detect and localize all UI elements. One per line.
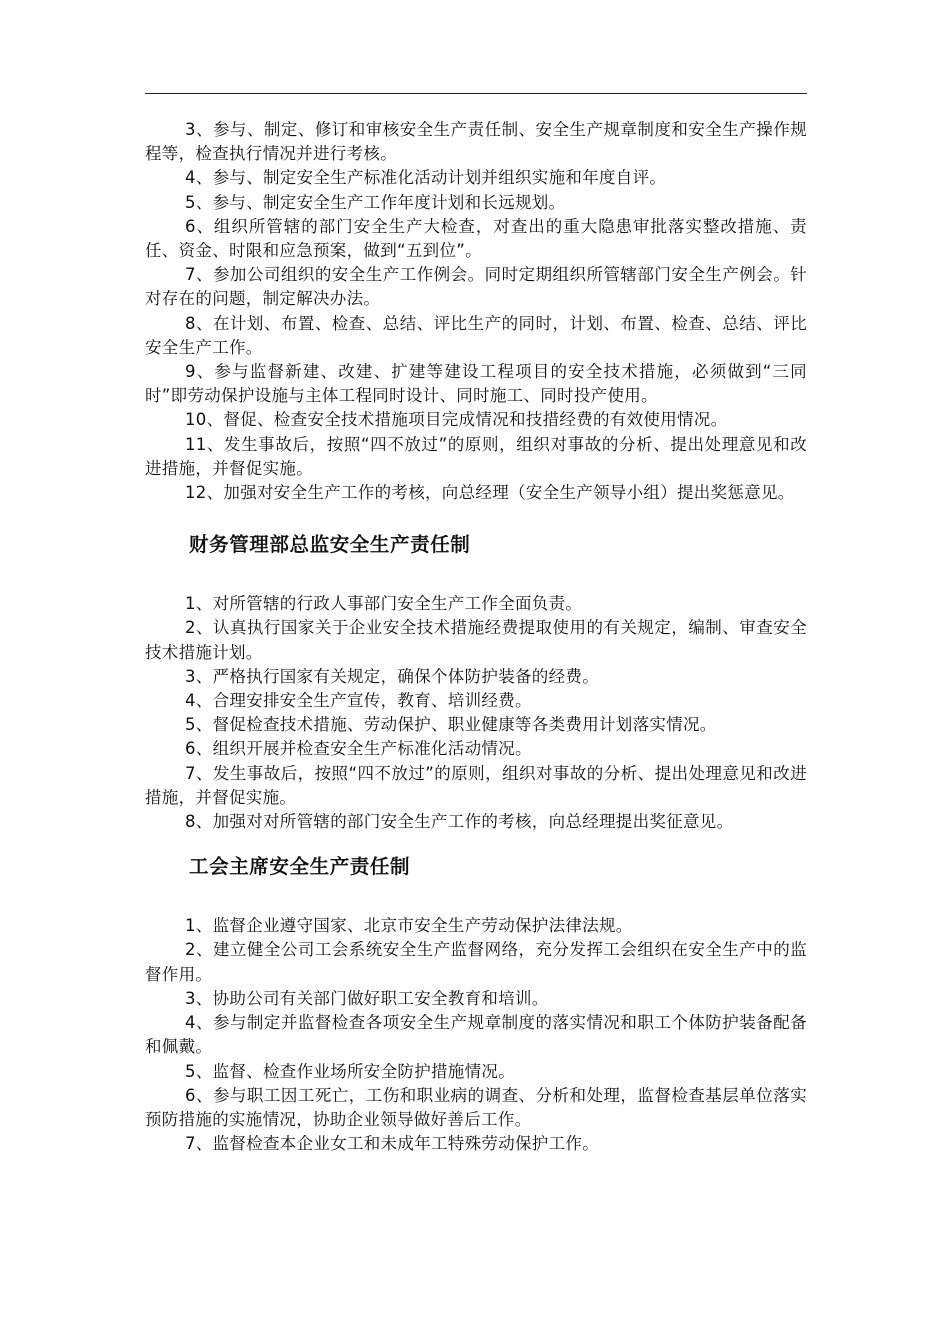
intro-list bbox=[145, 118, 807, 505]
list-item: 7、发生事故后，按照“四不放过”的原则，组织对事故的分析、提出处理意见和改进措施，并督促实施。 bbox=[145, 763, 807, 807]
list-item: 3、参与、制定、修订和审核安全生产责任制、安全生产规章制度和安全生产操作规程等，检查执行情况并进行考核。 bbox=[145, 120, 807, 164]
list-item: 5、监督、检查作业场所安全防护措施情况。 bbox=[185, 1061, 515, 1081]
list-item: 12、加强对安全生产工作的考核，向总经理（安全生产领导小组）提出奖惩意见。 bbox=[185, 483, 795, 503]
list-item: 2、建立健全公司工会系统安全生产监督网络，充分发挥工会组织在安全生产中的监督作用。 bbox=[145, 940, 807, 984]
list-item: 11、发生事故后，按照“四不放过”的原则，组织对事故的分析、提出处理意见和改进措施，并督促实施。 bbox=[145, 434, 807, 478]
list-item: 6、组织开展并检查安全生产标准化活动情况。 bbox=[185, 739, 532, 759]
list-item: 4、参与、制定安全生产标准化活动计划并组织实施和年度自评。 bbox=[185, 168, 667, 188]
list-item: 5、参与、制定安全生产工作年度计划和长远规划。 bbox=[185, 192, 566, 212]
list-item: 8、加强对对所管辖的部门安全生产工作的考核，向总经理提出奖征意见。 bbox=[185, 812, 734, 832]
list-item: 4、参与制定并监督检查各项安全生产规章制度的落实情况和职工个体防护装备配备和佩戴。 bbox=[145, 1013, 807, 1057]
list-item: 6、组织所管辖的部门安全生产大检查，对查出的重大隐患审批落实整改措施、责任、资金、时限和应急预案，做到“五到位”。 bbox=[145, 216, 807, 261]
list-item: 7、监督检查本企业女工和未成年工特殊劳动保护工作。 bbox=[185, 1134, 599, 1154]
header-rule bbox=[145, 93, 807, 94]
section-title: 工会主席安全生产责任制 bbox=[189, 855, 411, 879]
list-item: 1、监督企业遵守国家、北京市安全生产劳动保护法律法规。 bbox=[185, 916, 633, 936]
list-item: 7、参加公司组织的安全生产工作例会。同时定期组织所管辖部门安全生产例会。针对存在的问题，制定解决办法。 bbox=[145, 265, 807, 309]
list-item: 8、在计划、布置、检查、总结、评比生产的同时，计划、布置、检查、总结、评比安全生产工作。 bbox=[145, 313, 807, 357]
section-title: 财务管理部总监安全生产责任制 bbox=[189, 533, 471, 557]
section-finance-director bbox=[145, 531, 807, 834]
list-item: 3、严格执行国家有关规定，确保个体防护装备的经费。 bbox=[185, 666, 599, 686]
list-item: 9、参与监督新建、改建、扩建等建设工程项目的安全技术措施，必须做到“三同时”即劳动保护设施与主体工程同时设计、同时施工、同时投产使用。 bbox=[145, 362, 807, 406]
list-item: 1、对所管辖的行政人事部门安全生产工作全面负责。 bbox=[185, 594, 583, 614]
document-body bbox=[145, 118, 807, 1156]
list-item: 4、合理安排安全生产宣传，教育、培训经费。 bbox=[185, 691, 532, 711]
list-item: 3、协助公司有关部门做好职工安全教育和培训。 bbox=[185, 988, 549, 1008]
list-item: 5、督促检查技术措施、劳动保护、职业健康等各类费用计划落实情况。 bbox=[185, 715, 717, 735]
list-item: 2、认真执行国家关于企业安全技术措施经费提取使用的有关规定，编制、审查安全技术措施计划。 bbox=[145, 618, 807, 662]
section-union-chairman bbox=[145, 853, 807, 1156]
list-item: 10、督促、检查安全技术措施项目完成情况和技措经费的有效使用情况。 bbox=[185, 410, 728, 430]
list-item: 6、参与职工因工死亡，工伤和职业病的调查、分析和处理，监督检查基层单位落实预防措施的实施情况，协助企业领导做好善后工作。 bbox=[145, 1085, 807, 1129]
